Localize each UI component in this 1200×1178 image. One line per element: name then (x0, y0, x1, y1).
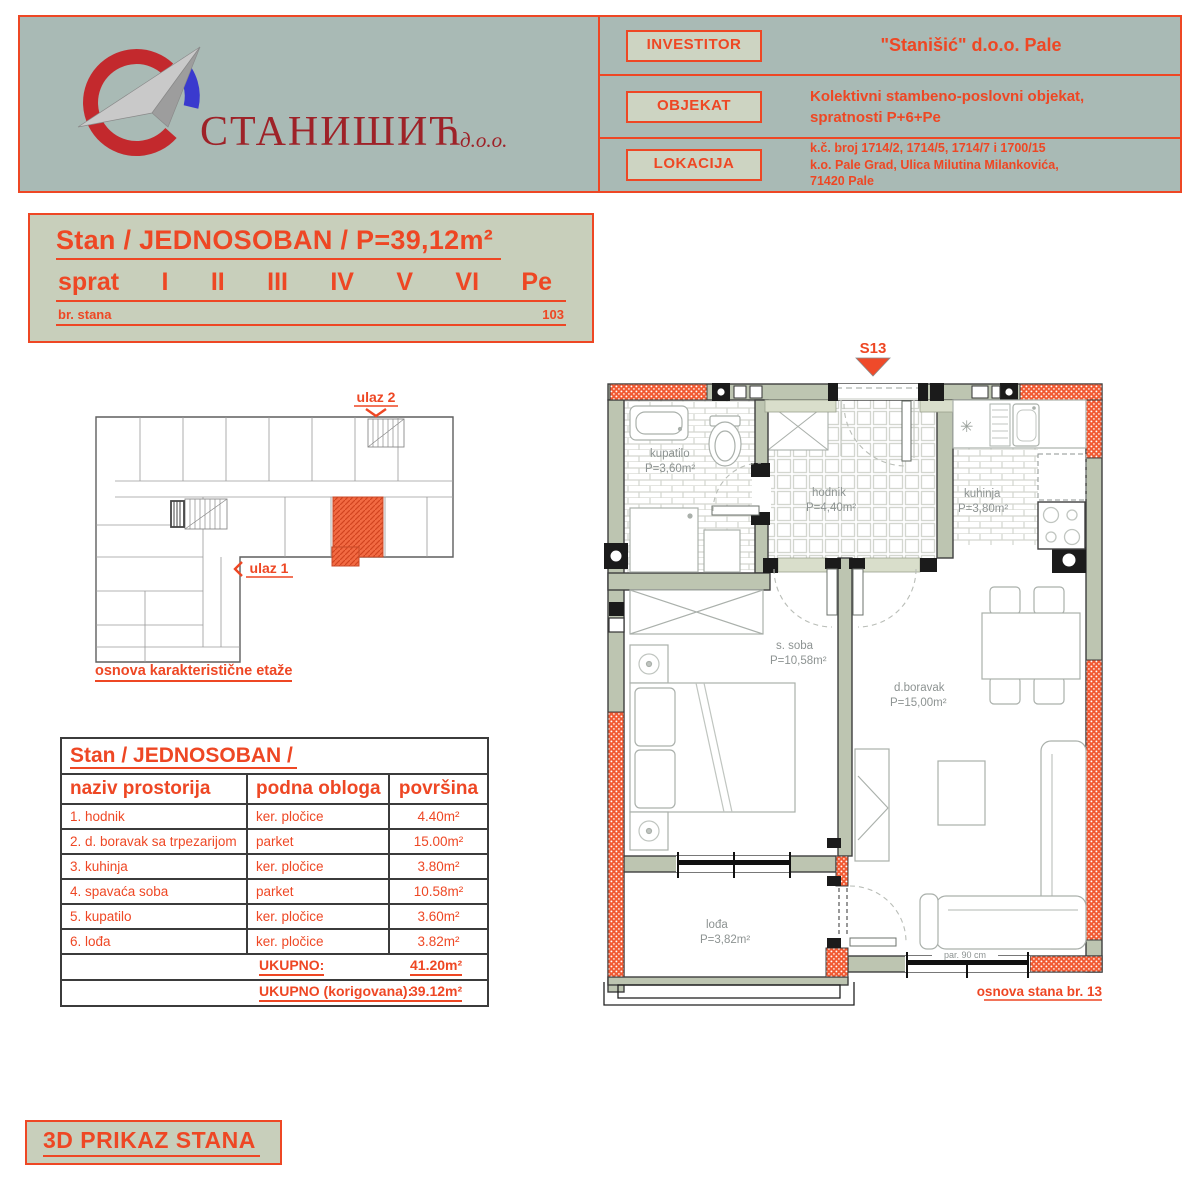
svg-text:S13: S13 (859, 340, 887, 357)
floor-ii: II (210, 268, 225, 296)
wall-window-block (609, 618, 624, 632)
room-area: 3.80m² (389, 854, 488, 879)
br-stana-value: 103 (542, 307, 564, 322)
chevron-down-icon (366, 409, 386, 416)
livingroom-furniture (855, 587, 1086, 949)
logo-circle-icon (78, 47, 200, 149)
room-name: 1. hodnik (61, 804, 247, 829)
col-povrsina: površina (389, 774, 488, 804)
parapet-label: par. 90 cm (943, 950, 987, 960)
corrected-total-row (61, 980, 488, 1006)
site-plan-caption-text: osnova karakteristične etaže (95, 663, 292, 682)
table-row (61, 904, 488, 929)
svg-text:P=10,58m²: P=10,58m² (770, 655, 827, 667)
room-floor: ker. pločice (247, 904, 389, 929)
table-row (61, 879, 488, 904)
apartment-number-row (56, 307, 566, 326)
svg-text:P=3,60m²: P=3,60m² (645, 463, 696, 475)
lokacija-value (810, 140, 1059, 191)
objekat-label: OBJEKAT (626, 91, 762, 123)
company-logo (20, 17, 598, 191)
logo-graphic-icon (20, 17, 598, 191)
objekat-line1: Kolektivni stambeno-poslovni objekat, (810, 87, 1085, 105)
lokacija-line1: k.č. broj 1714/2, 1714/5, 1714/7 i 1700/15 (810, 140, 1046, 155)
bedroom-furniture (630, 590, 795, 850)
table-row (61, 854, 488, 879)
br-stana-label: br. stana (58, 307, 112, 322)
lokacija-line2: k.o. Pale Grad, Ulica Milutina Milankovića, (810, 157, 1059, 172)
footer-title: 3D PRIKAZ STANA (43, 1127, 260, 1157)
livingroom-window (905, 948, 1030, 978)
col-obloga: podna obloga (247, 774, 389, 804)
room-area: 3.60m² (389, 904, 488, 929)
floor-plan (600, 330, 1120, 1010)
objekat-value (810, 86, 1084, 128)
svg-text:s. soba: s. soba (776, 640, 814, 652)
floor-row (56, 268, 566, 302)
building-outline (96, 417, 453, 662)
svg-text:P=4,40m²: P=4,40m² (806, 502, 857, 514)
unit-marker (856, 340, 890, 376)
marker-triangle-icon (856, 358, 890, 376)
total-label: UKUPNO: (259, 957, 324, 976)
total-row (61, 954, 488, 980)
corrected-value: 39.12m² (410, 983, 462, 1002)
room-name: 2. d. boravak sa trpezarijom (61, 829, 247, 854)
svg-text:hodnik: hodnik (812, 487, 846, 499)
loggia-slab (604, 982, 854, 1005)
table-row (61, 804, 488, 829)
entrance-2-label (354, 389, 398, 416)
floor-iv: IV (330, 268, 354, 296)
svg-text:kuhinja: kuhinja (964, 488, 1001, 500)
floor-vi: VI (455, 268, 480, 296)
coffee-table (938, 761, 985, 825)
room-name: 5. kupatilo (61, 904, 247, 929)
room-name: 6. lođa (61, 929, 247, 954)
svg-text:lođa: lođa (706, 919, 728, 931)
room-name: 3. kuhinja (61, 854, 247, 879)
room-floor: parket (247, 879, 389, 904)
sink-star-icon: ✳ (960, 419, 974, 436)
floor-pe: Pe (521, 268, 552, 296)
lokacija-label: LOKACIJA (626, 149, 762, 181)
svg-text:P=3,82m²: P=3,82m² (700, 934, 751, 946)
table-row (61, 829, 488, 854)
room-table (60, 737, 489, 1007)
svg-text:osnova stana br. 13: osnova stana br. 13 (976, 984, 1102, 999)
investitor-label: INVESTITOR (626, 30, 762, 62)
room-area: 10.58m² (389, 879, 488, 904)
floor-v: V (396, 268, 414, 296)
footer-title-box (25, 1120, 282, 1165)
corrected-label: UKUPNO (korigovana): (259, 983, 412, 1002)
tv-stand (855, 749, 889, 861)
table-row (61, 929, 488, 954)
room-floor: ker. pločice (247, 929, 389, 954)
svg-text:P=3,80m²: P=3,80m² (958, 503, 1009, 515)
svg-text:ulaz 1: ulaz 1 (249, 560, 289, 576)
table-title: Stan / JEDNOSOBAN / (61, 738, 488, 774)
floor-iii: III (267, 268, 288, 296)
apartment-title-box (28, 213, 594, 343)
apartment-title: Stan / JEDNOSOBAN / P=39,12m² (56, 225, 501, 260)
highlighted-unit (332, 497, 383, 566)
room-floor: ker. pločice (247, 854, 389, 879)
dining-table (982, 613, 1080, 679)
col-naziv: naziv prostorija (61, 774, 247, 804)
company-name: СТАНИШИЋ (200, 109, 463, 155)
room-floor: parket (247, 829, 389, 854)
floor-i: I (161, 268, 169, 296)
room-floor: ker. pločice (247, 804, 389, 829)
table-header-row (61, 774, 488, 804)
investitor-value: "Stanišić" d.o.o. Pale (880, 35, 1062, 55)
room-area: 15.00m² (389, 829, 488, 854)
project-info (598, 17, 1180, 191)
company-suffix: д.о.о. (460, 128, 508, 152)
room-area: 4.40m² (389, 804, 488, 829)
sprat-label: sprat (58, 268, 120, 296)
plan-caption (977, 984, 1103, 1000)
svg-text:kupatilo: kupatilo (650, 448, 690, 460)
objekat-row (600, 74, 1180, 137)
site-plan-caption (95, 662, 292, 682)
svg-text:P=15,00m²: P=15,00m² (890, 697, 947, 709)
site-plan (85, 385, 475, 685)
lokacija-row (600, 137, 1180, 191)
svg-text:d.boravak: d.boravak (894, 682, 945, 694)
investitor-row (600, 17, 1180, 74)
total-value: 41.20m² (410, 957, 462, 976)
room-name: 4. spavaća soba (61, 879, 247, 904)
objekat-line2: spratnosti P+6+Pe (810, 108, 941, 126)
svg-text:ulaz 2: ulaz 2 (356, 389, 396, 405)
document-header (18, 15, 1182, 193)
room-area: 3.82m² (389, 929, 488, 954)
entrance-1-label (235, 560, 293, 577)
lokacija-line3: 71420 Pale (810, 174, 874, 189)
